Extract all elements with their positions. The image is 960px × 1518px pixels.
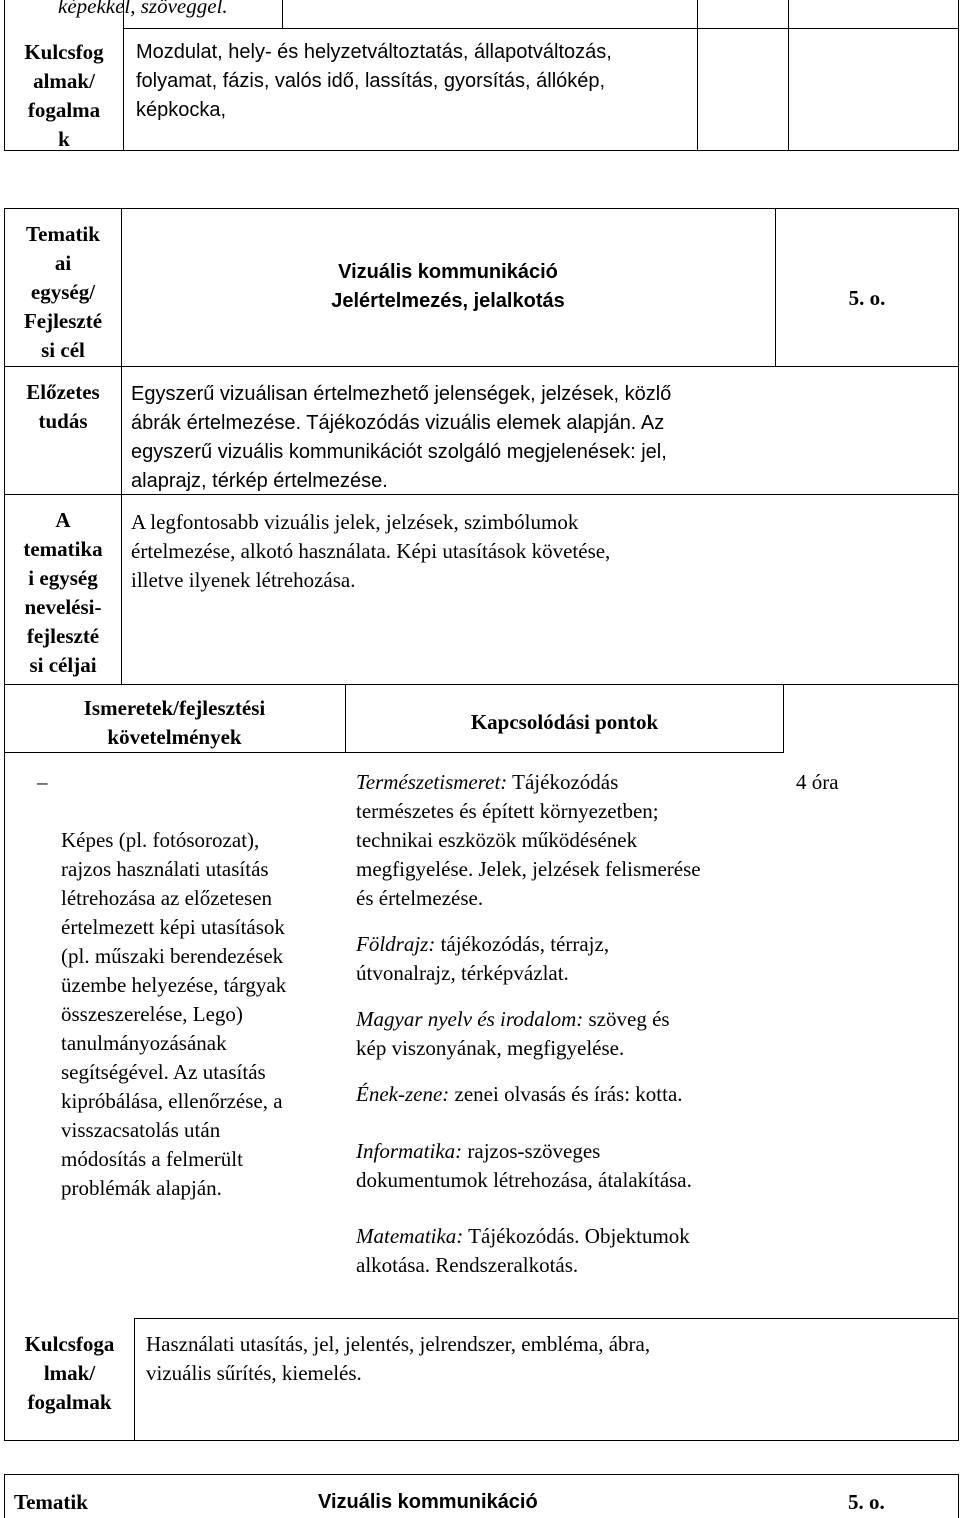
- time-allocation: 4 óra: [796, 770, 839, 794]
- connection-item: Matematika: Tájékozódás. Objektumok alkotása. Rendszeralkotás.: [356, 1224, 690, 1277]
- connection-item: Magyar nyelv és irodalom: szöveg és kép viszonyának, megfigyelése.: [356, 1007, 670, 1060]
- connection-item: Ének-zene: zenei olvasás és írás: kotta.: [356, 1082, 683, 1106]
- connection-item: Informatika: rajzos-szöveges dokumentumok létrehozása, átalakítása.: [356, 1139, 692, 1192]
- label-keywords: Kulcsfoga lmak/ fogalmak: [24, 1332, 115, 1414]
- prior-knowledge-text: Egyszerű vizuálisan értelmezhető jelenségek, jelzések, közlő ábrák értelmezése. Tájékozódás vizuális elemek alapján. Az egyszerű vizuális kommunikációt szolgáló megjelenések: jel, alaprajz, térkép értelmezése.: [131, 383, 672, 492]
- header-requirements: Ismeretek/fejlesztési követelmények: [83, 696, 266, 749]
- cut-text: képekkel, szöveggel.: [58, 0, 228, 18]
- label-tematikai-egyseg: Tematik ai egység/ Fejleszté si cél: [23, 222, 103, 362]
- keywords-label: Kulcsfog almak/ fogalma k: [24, 40, 104, 151]
- keywords-text: Mozdulat, hely- és helyzetváltoztatás, állapotváltozás, folyamat, fázis, valós idő, lassítás, gyorsítás, állókép, képkocka,: [136, 41, 612, 121]
- unit-title-line2: Jelértelmezés, jelalkotás: [331, 290, 565, 312]
- connections-list: [356, 768, 781, 1280]
- connection-item: Földrajz: tájékozódás, térrajz, útvonalrajz, térképvázlat.: [356, 932, 610, 985]
- grade-label: 5. o.: [848, 286, 886, 310]
- connection-item: Természetismeret: Tájékozódás természetes és épített környezetben; technikai eszközök működésének megfigyelése. Jelek, jelzések felismerése és értelmezése.: [356, 770, 701, 910]
- label-prior-knowledge: Előzetes tudás: [26, 380, 100, 433]
- dev-goals-text: A legfontosabb vizuális jelek, jelzések, szimbólumok értelmezése, alkotó használata. Képi utasítások követése, illetve ilyenek létrehozása.: [131, 510, 611, 592]
- label-dev-goals: A tematika i egység nevelési- fejleszté si céljai: [23, 508, 103, 677]
- keywords-text-bottom: Használati utasítás, jel, jelentés, jelrendszer, embléma, ábra, vizuális sűrítés, kiemelés.: [146, 1332, 651, 1385]
- requirement-item: [37, 768, 341, 1203]
- next-unit-grade: 5. o.: [848, 1490, 885, 1514]
- next-unit-title: Vizuális kommunikáció: [318, 1491, 538, 1513]
- list-dash-icon: –: [37, 770, 48, 794]
- requirement-text: Képes (pl. fotósorozat), rajzos használati utasítás létrehozása az előzetesen értelmezett képi utasítások (pl. műszaki berendezések üzembe helyezése, tárgyak összeszerelése, Lego) tanulmányozásának segítségével. Az utasítás kipróbálása, ellenőrzése, a visszacsatolás után módosítás a felmerült problémák alapján.: [61, 828, 287, 1200]
- header-connections: Kapcsolódási pontok: [470, 710, 659, 734]
- unit-title-line1: Vizuális kommunikáció: [338, 261, 558, 283]
- next-unit-label: Tematik: [14, 1490, 88, 1514]
- unit-title: [122, 258, 774, 316]
